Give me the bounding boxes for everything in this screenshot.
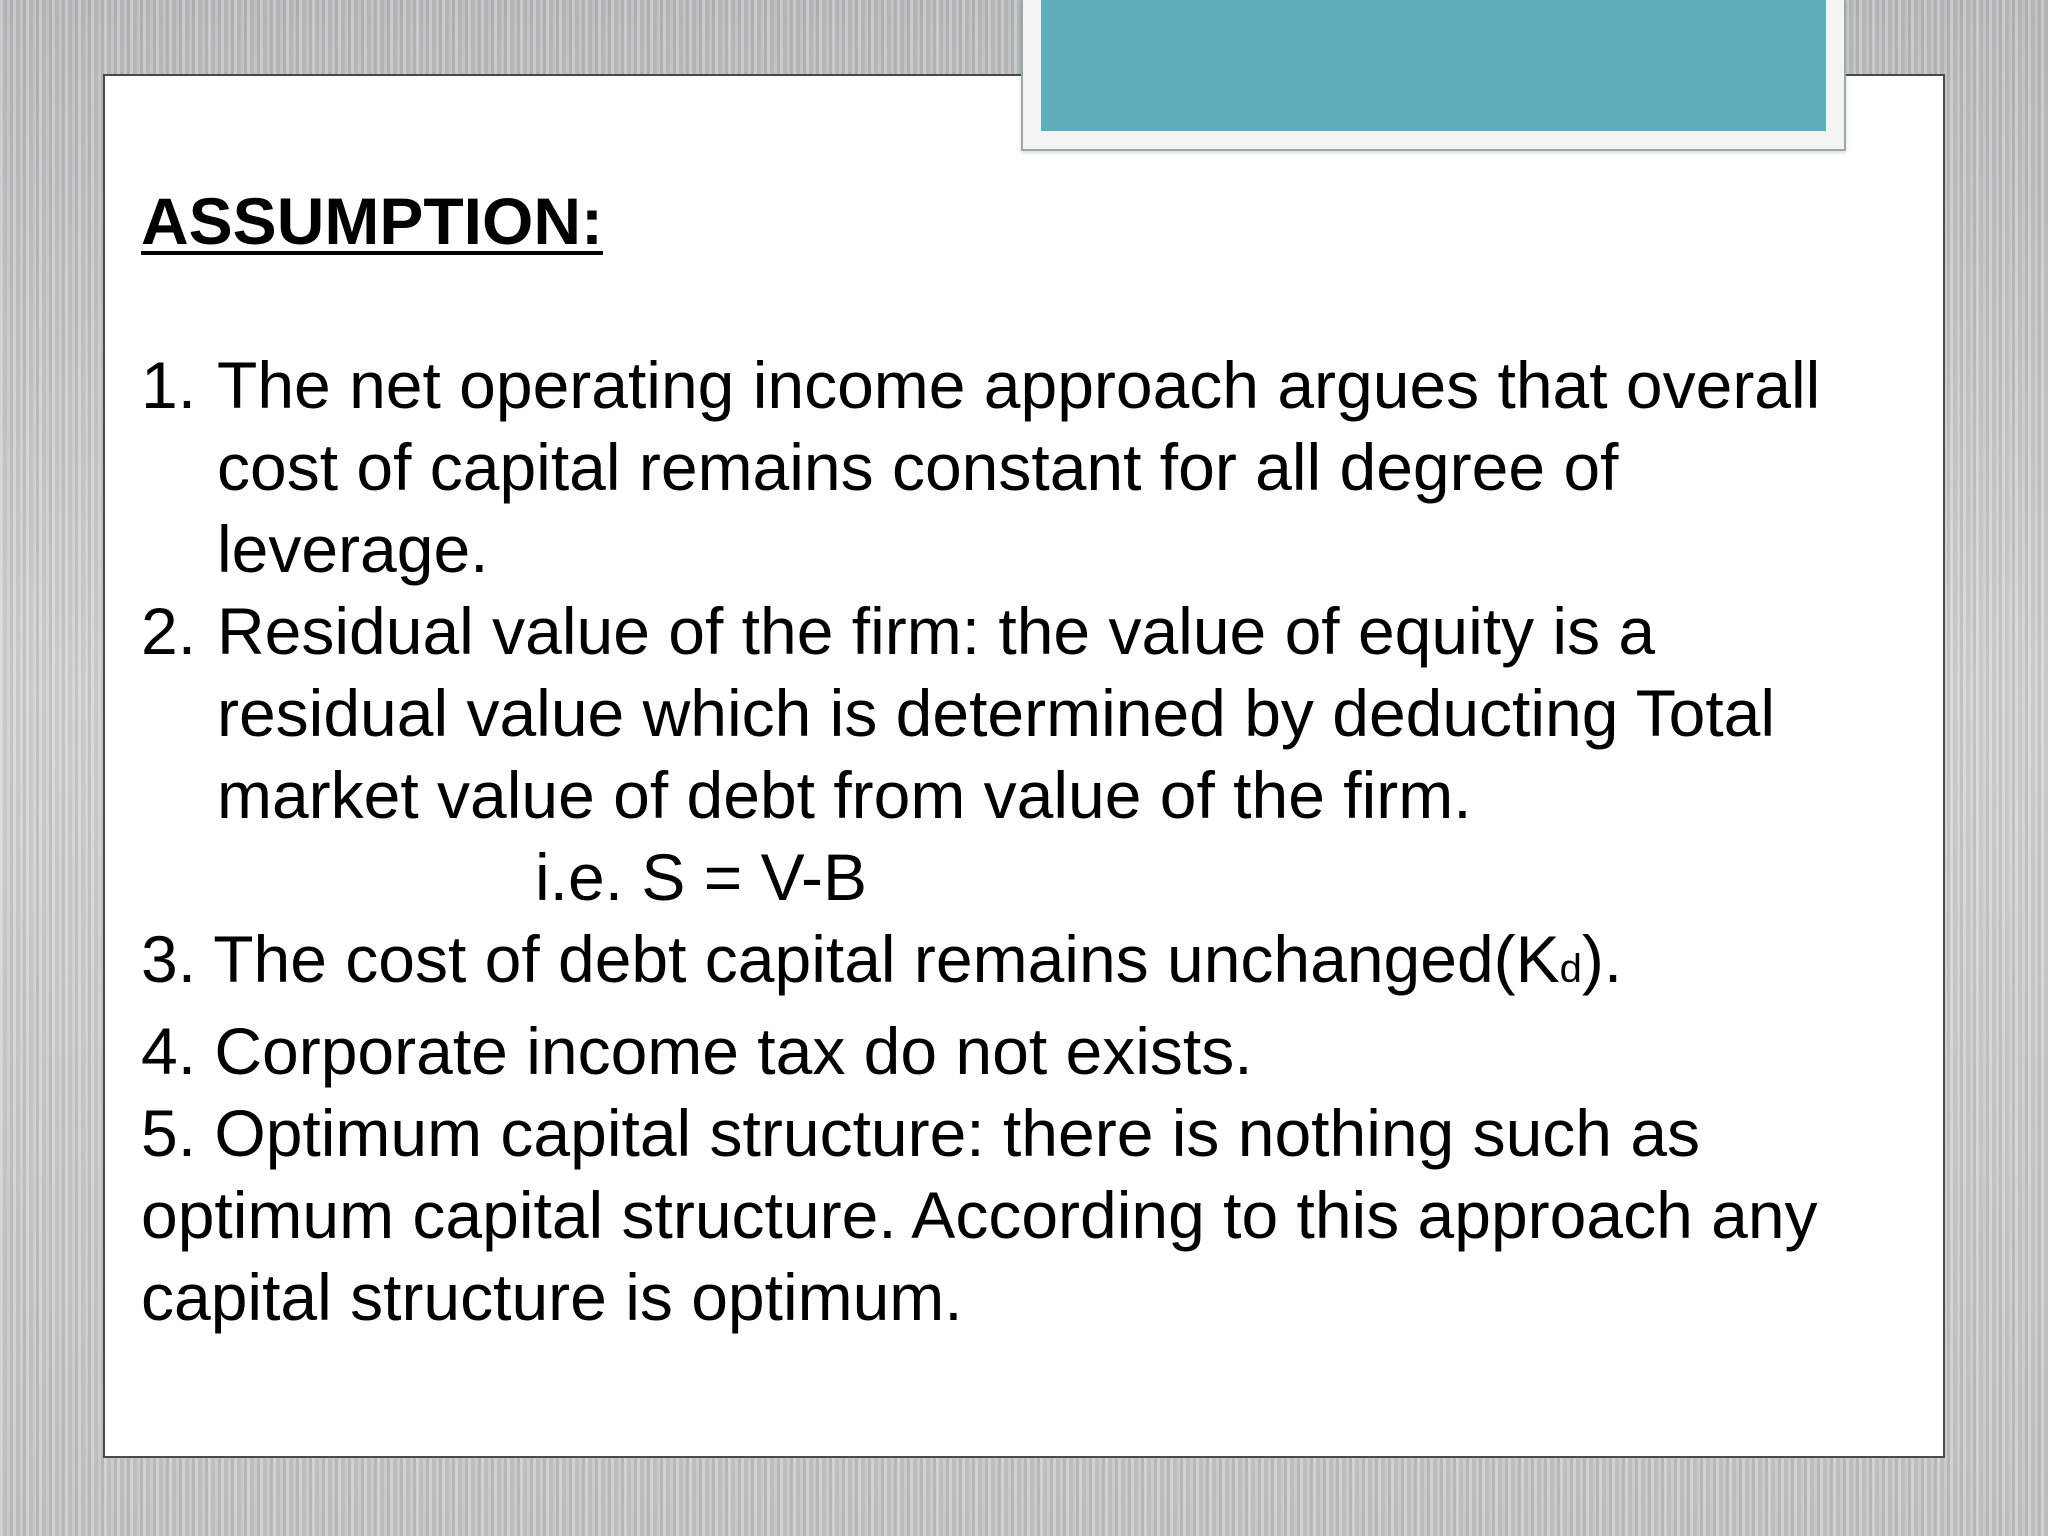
title-tab-fill <box>1041 0 1826 131</box>
list-item-number: 1. <box>141 348 197 422</box>
equity-formula: i.e. S = V-B <box>535 840 867 914</box>
list-item-3-suffix: ). <box>1581 922 1623 996</box>
list-item-3 <box>141 918 1901 1010</box>
list-item-3-text: 3. The cost of debt capital remains unchanged(K <box>141 922 1560 996</box>
list-item-2 <box>141 590 1901 836</box>
list-item-5: 5. Optimum capital structure: there is nothing such as optimum capital structure. According to this approach any capital structure is optimum. <box>141 1096 1818 1334</box>
list-item-text: Residual value of the firm: the value of equity is a residual value which is determined by deducting Total market value of debt from value of the firm. <box>217 594 1776 832</box>
title-placeholder-tab <box>1021 0 1846 151</box>
list-item-1 <box>141 344 1901 590</box>
list-item-text: The net operating income approach argues that overall cost of capital remains constant for all degree of leverage. <box>217 348 1821 586</box>
list-item-4: 4. Corporate income tax do not exists. <box>141 1014 1253 1088</box>
kd-subscript: d <box>1559 947 1582 991</box>
slide-content <box>141 180 1901 1338</box>
list-item-number: 2. <box>141 594 197 668</box>
slide-heading: ASSUMPTION: <box>141 184 603 258</box>
